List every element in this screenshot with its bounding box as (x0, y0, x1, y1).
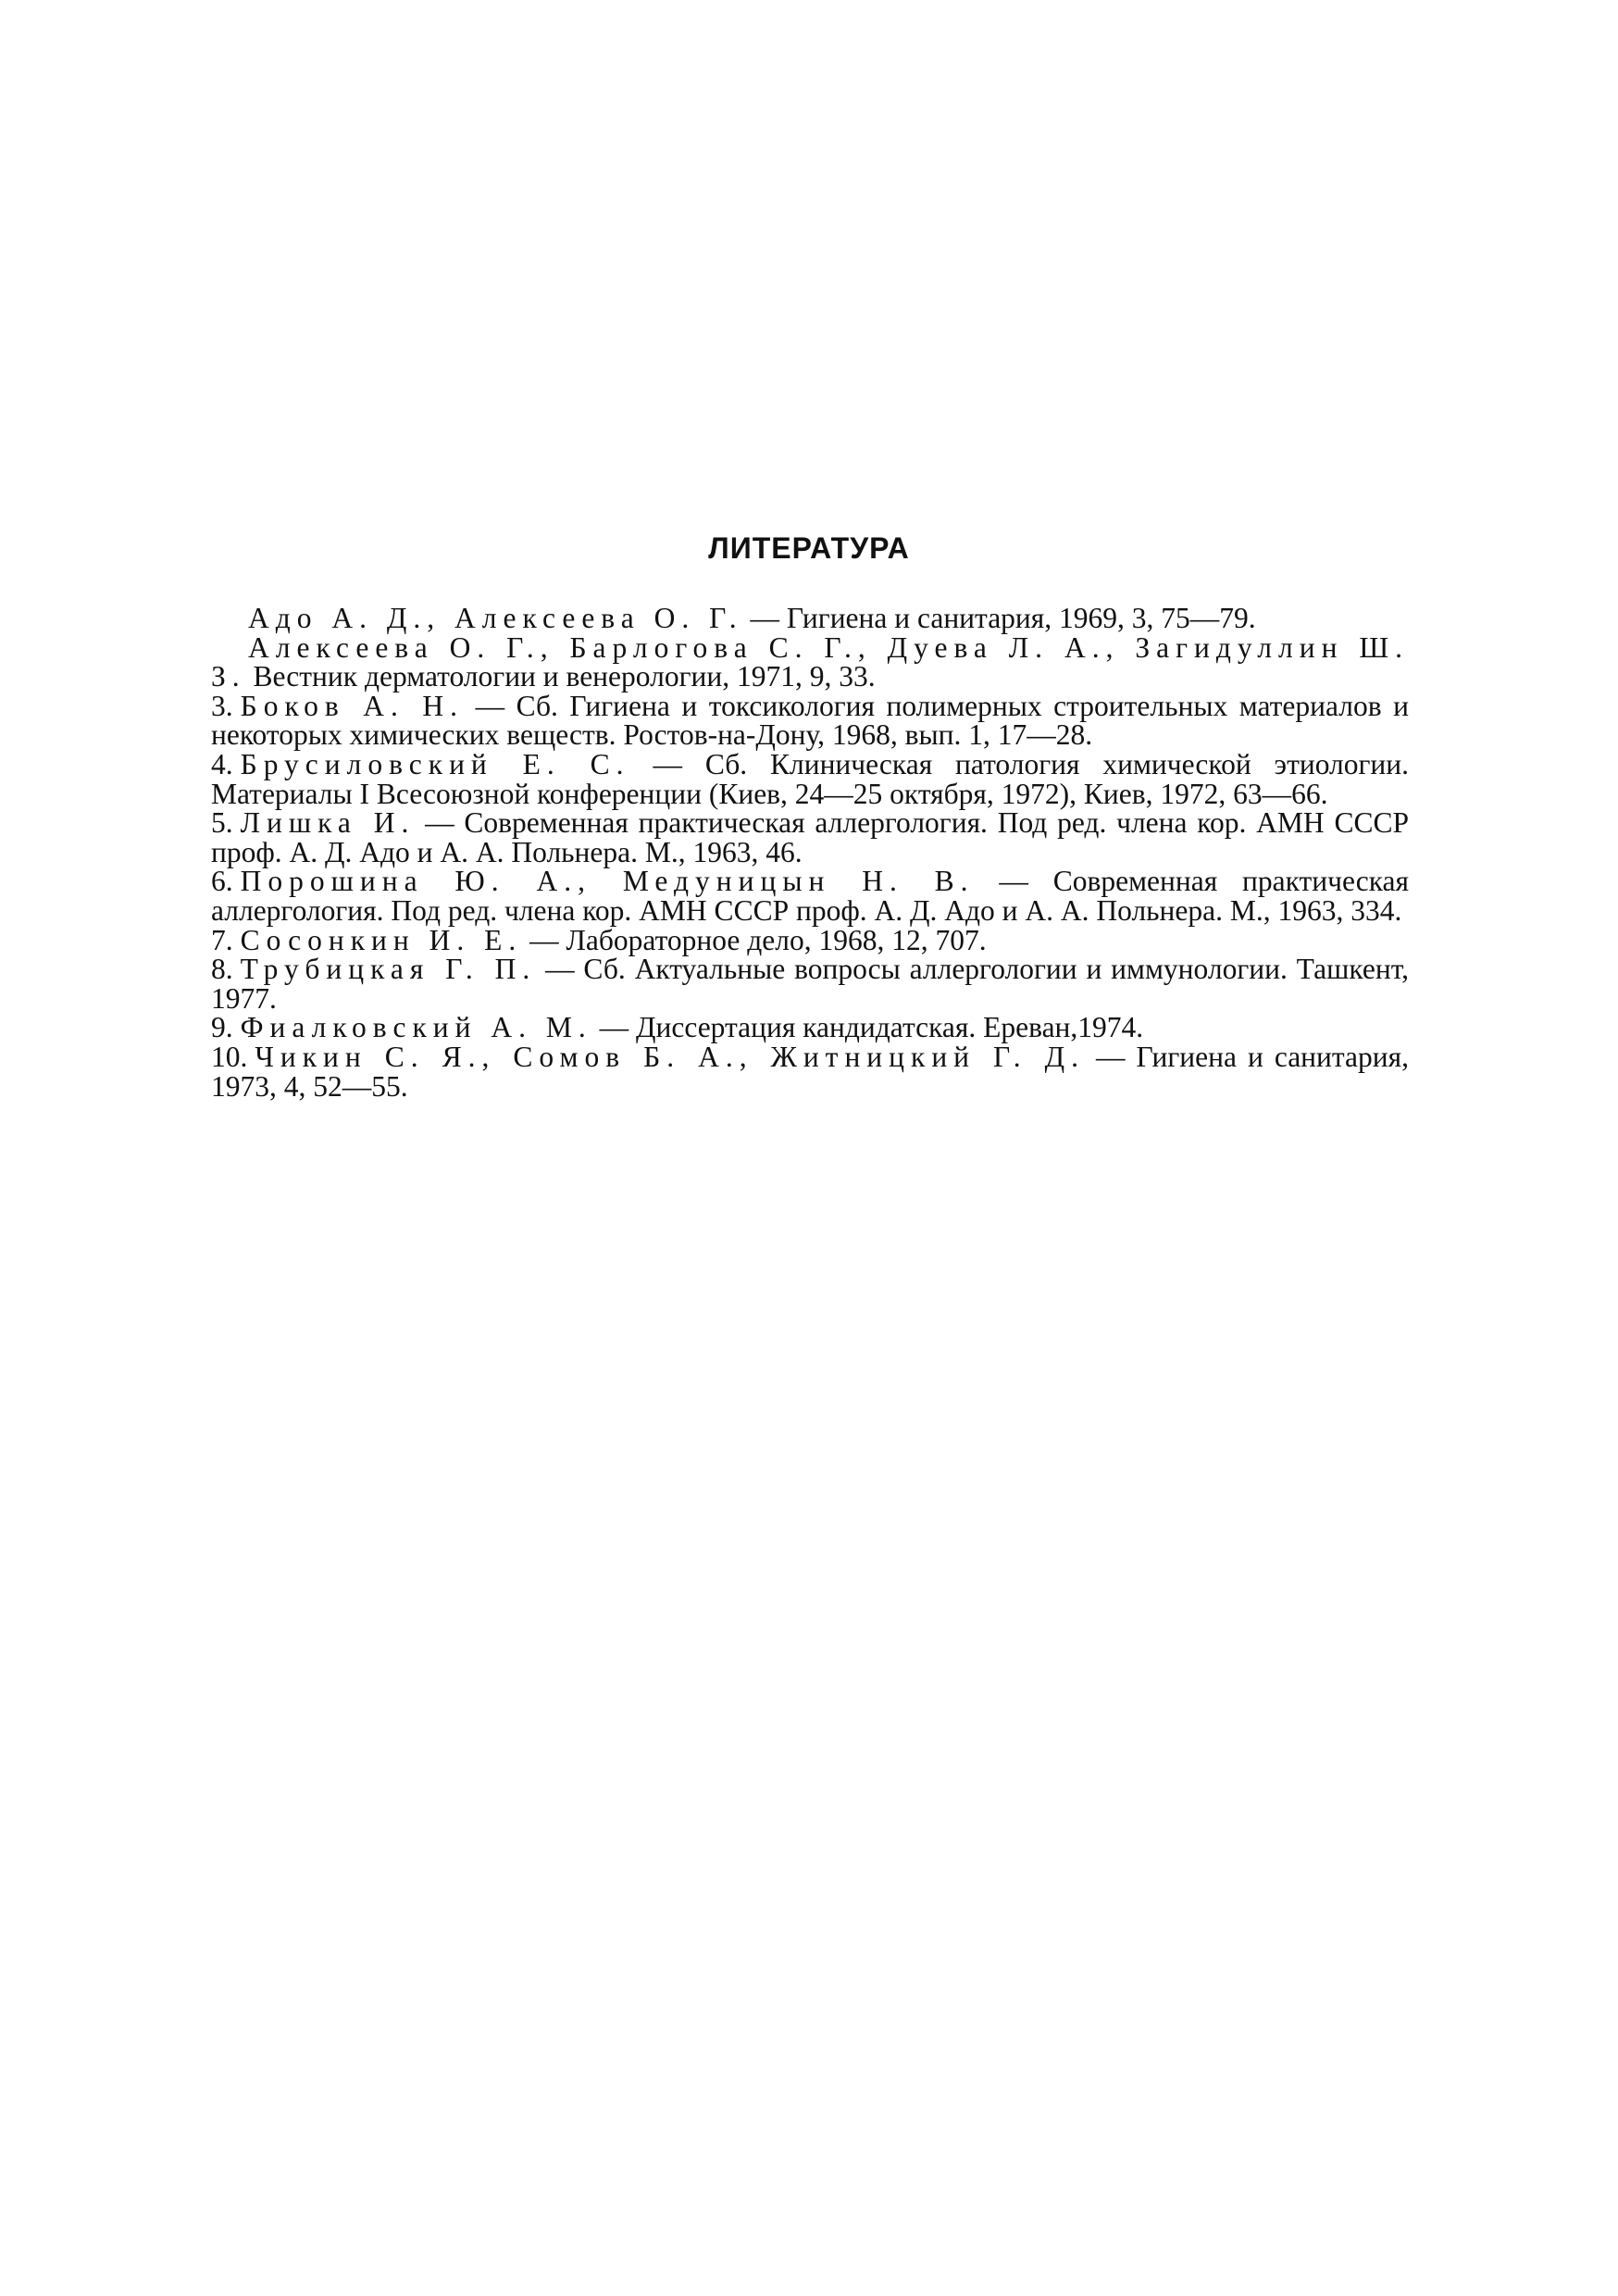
reference-authors: Брусиловский Е. С. (240, 747, 630, 780)
reference-authors: Фиалковский А. М. (240, 1011, 592, 1044)
reference-number: 6. (211, 865, 233, 898)
reference-number: 8. (211, 953, 233, 986)
reference-item (211, 604, 1409, 633)
reference-details: — Гигиена и санитария, 1969, 3, 75—79. (742, 602, 1256, 634)
reference-item (211, 747, 1410, 810)
reference-item (211, 689, 1409, 752)
reference-number: 4. (211, 747, 233, 780)
reference-authors: Адо А. Д., Алексеева О. Г. (248, 602, 743, 634)
reference-details: — Гигиена и санитария, 1973, 4, 52—55. (211, 1040, 1409, 1103)
reference-item (211, 1042, 1409, 1101)
reference-item (211, 867, 1409, 925)
reference-details: Вестник дерматологии и венерологии, 1971, 9, 33. (245, 660, 876, 693)
reference-authors: Алексеева О. Г., Барлогова С. Г., Дуева Л. А., Загидуллин Ш. З. (211, 630, 1409, 693)
reference-details: — Лабораторное дело, 1968, 12, 707. (522, 923, 987, 956)
reference-details: — Сб. Гигиена и токсикология полимерных строительных материалов и некоторых химических веществ. Ростов-на-Дону, 1968, вып. 1, 17—28. (211, 689, 1409, 752)
reference-item (211, 955, 1409, 1013)
reference-details: — Сб. Клиническая патология химической этиологии. Материалы I Всесоюзной конференции (Киев, 24—25 октября, 1972), Киев, 1972, 63—66. (211, 747, 1410, 810)
reference-details: — Современная практическая аллергология. Под ред. члена кор. АМН СССР проф. А. Д. Адо и А. А. Польнера. М., 1963, 46. (211, 806, 1409, 868)
reference-authors: Боков А. Н. (240, 689, 465, 722)
reference-item (211, 630, 1409, 693)
reference-details: — Сб. Актуальные вопросы аллергологии и иммунологии. Ташкент, 1977. (211, 953, 1409, 1015)
reference-number: 3. (211, 689, 233, 722)
reference-authors: Трубицкая Г. П. (240, 953, 537, 986)
reference-list (211, 604, 1409, 1101)
reference-number: 7. (211, 923, 233, 956)
reference-number: 5. (211, 806, 233, 840)
reference-authors: Сосонкин И. Е. (240, 923, 523, 956)
reference-authors: Чикин С. Я., Сомов Б. А., Житницкий Г. Д. (255, 1040, 1085, 1073)
reference-item (211, 923, 1409, 956)
reference-details: — Диссертация кандидатская. Ереван,1974. (591, 1011, 1144, 1044)
page-title: ЛИТЕРАТУРА (708, 531, 910, 565)
reference-number: 9. (211, 1011, 233, 1044)
reference-authors: Порошина Ю. А., Медуницын Н. В. (240, 865, 975, 898)
reference-item (211, 808, 1409, 867)
reference-item (211, 1013, 1409, 1042)
reference-number: 10. (211, 1040, 248, 1073)
reference-authors: Лишка И. (240, 806, 416, 840)
reference-details: — Современная практическая аллергология. Под ред. члена кор. АМН СССР проф. А. Д. Адо и А. А. Польнера. М., 1963, 334. (211, 865, 1409, 927)
